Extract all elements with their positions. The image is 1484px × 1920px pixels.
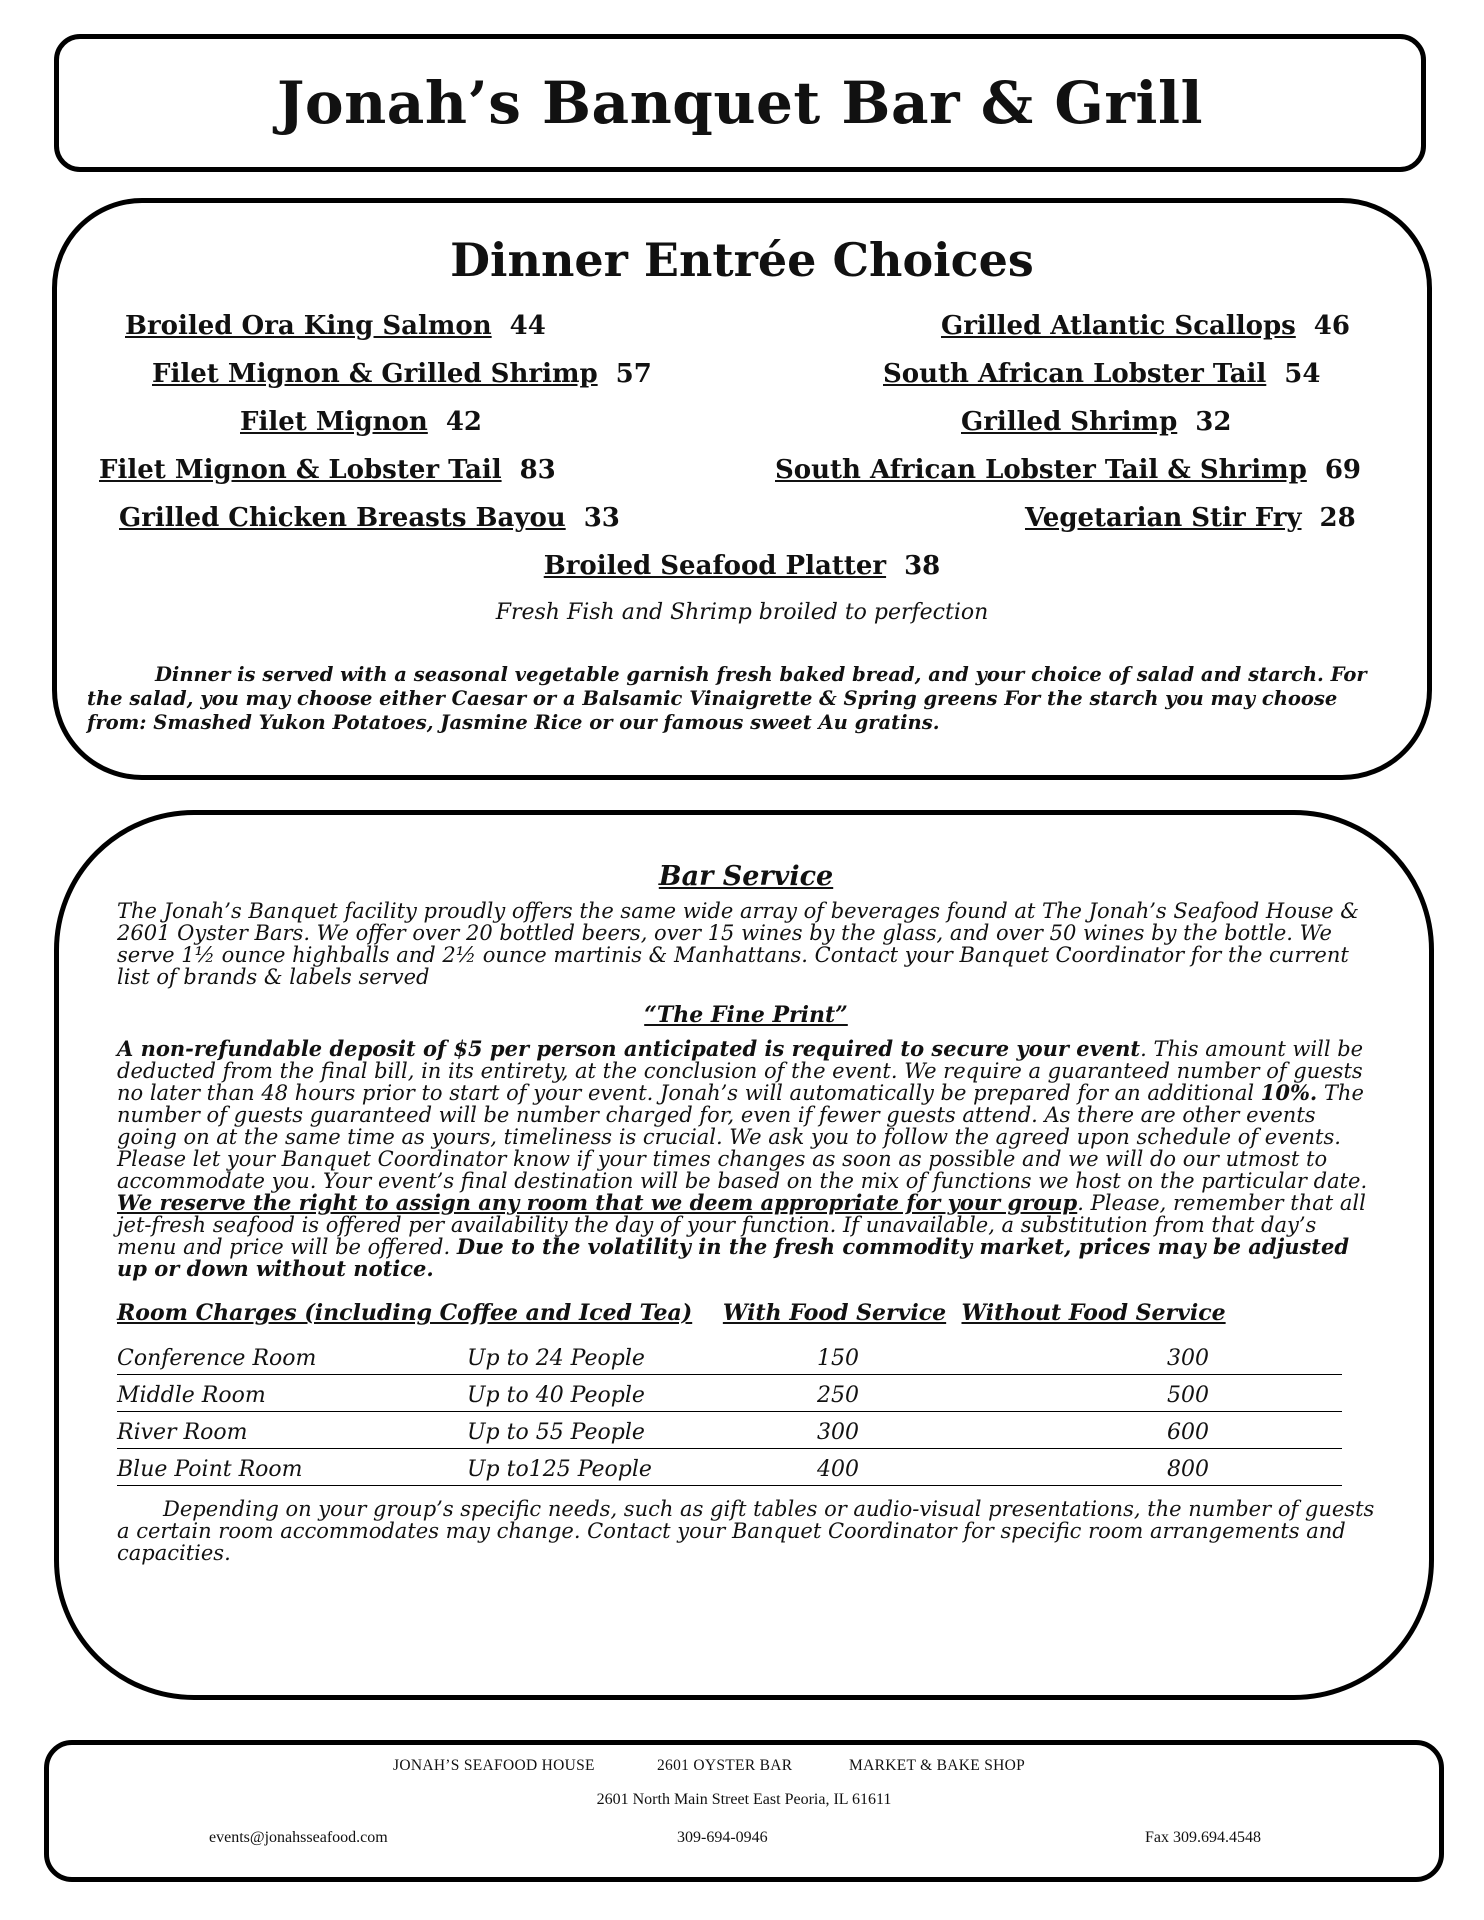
room-name: Middle Room bbox=[117, 1375, 467, 1412]
room-charges-table bbox=[117, 1338, 1342, 1486]
entree-name: South African Lobster Tail & Shrimp bbox=[775, 455, 1307, 485]
room-table-header bbox=[117, 1300, 1375, 1326]
room-without-food: 500 bbox=[1167, 1375, 1342, 1412]
dinner-served-with: Dinner is served with a seasonal vegetable garnish fresh baked bread, and your choice of salad and starch. For the salad, you may choose either Caesar or a Balsamic Vinaigrette & Spring greens For the starch you may choose from: Smashed Yukon Potatoes, Jasmine Rice or our famous sweet Au gratins. bbox=[87, 662, 1367, 734]
table-row bbox=[117, 1375, 1342, 1412]
room-capacity: Up to 55 People bbox=[467, 1412, 817, 1449]
footer-location: 2601 OYSTER BAR bbox=[657, 1757, 793, 1774]
room-without-food: 300 bbox=[1167, 1338, 1342, 1375]
page-title: Jonah’s Banquet Bar & Grill bbox=[276, 69, 1204, 137]
entree-item bbox=[57, 551, 1427, 581]
entree-price: 42 bbox=[445, 407, 482, 437]
entree-price: 33 bbox=[583, 503, 620, 533]
entree-name: Vegetarian Stir Fry bbox=[1025, 503, 1302, 533]
bar-intro: The Jonah’s Banquet facility proudly offers the same wide array of beverages found at The Jonah’s Seafood House & 2601 Oyster Bars. We offer over 20 bottled beers, over 15 wines by the glass, and over 50 wines by the bottle. We serve 1½ ounce highballs and 2½ ounce martinis & Manhattans. Contact your Banquet Coordinator for the current list of brands & labels served bbox=[117, 899, 1359, 989]
table-row bbox=[117, 1412, 1342, 1449]
room-with-food: 150 bbox=[817, 1338, 1167, 1375]
footer bbox=[44, 1740, 1444, 1882]
room-capacity: Up to125 People bbox=[467, 1449, 817, 1486]
entree-name: South African Lobster Tail bbox=[883, 359, 1267, 389]
entree-item bbox=[125, 311, 546, 341]
entree-name: Filet Mignon bbox=[240, 407, 428, 437]
entree-item bbox=[941, 311, 1350, 341]
price-volatility-notice: Due to the volatility in the fresh commodity market, prices may be adjusted up or down without notice. bbox=[117, 1234, 1350, 1281]
room-name: Conference Room bbox=[117, 1338, 467, 1375]
title-box bbox=[54, 34, 1426, 172]
dinner-section bbox=[52, 198, 1432, 780]
entree-price: 44 bbox=[509, 311, 546, 341]
entree-price: 32 bbox=[1195, 407, 1232, 437]
room-header-col2: With Food Service bbox=[722, 1300, 947, 1326]
entree-price: 83 bbox=[519, 455, 556, 485]
room-reserve-notice: We reserve the right to assign any room that we deem appropriate for your group bbox=[117, 1190, 1078, 1215]
entree-price: 69 bbox=[1324, 455, 1362, 485]
entree-item bbox=[240, 407, 482, 437]
platter-note: Fresh Fish and Shrimp broiled to perfection bbox=[495, 600, 989, 625]
footer-phone[interactable]: 309-694-0946 bbox=[677, 1829, 768, 1846]
fine-print-part: . Please, remember that all jet-fresh seafood is offered per availability the day of your function. If unavailable, a substitution from that day’s menu and price will be offered. bbox=[117, 1191, 1366, 1259]
entree-name: Broiled Ora King Salmon bbox=[125, 311, 492, 341]
deposit-notice: A non-refundable deposit of $5 per person anticipated is required to secure your event bbox=[117, 1036, 1141, 1061]
entree-item bbox=[961, 407, 1231, 437]
fine-print-text bbox=[117, 1038, 1375, 1280]
room-with-food: 400 bbox=[817, 1449, 1167, 1486]
entree-name: Grilled Atlantic Scallops bbox=[941, 311, 1296, 341]
footer-address: 2601 North Main Street East Peoria, IL 61611 bbox=[596, 1791, 892, 1808]
entree-item bbox=[775, 455, 1361, 485]
fine-print-part: . This amount will be deducted from the final bill, in its entirety, at the conclusion of the event. We require a guaranteed number of guests no later than 48 hours prior to start of your event. Jonah’s will automatically be prepared for an additional bbox=[117, 1037, 1364, 1105]
entree-price: 57 bbox=[615, 359, 652, 389]
room-header-col3: Without Food Service bbox=[961, 1300, 1226, 1326]
entree-item bbox=[883, 359, 1320, 389]
room-without-food: 800 bbox=[1167, 1449, 1342, 1486]
entree-item bbox=[1025, 503, 1356, 533]
entree-name: Filet Mignon & Grilled Shrimp bbox=[152, 359, 598, 389]
room-header-col1: Room Charges (including Coffee and Iced Tea) bbox=[117, 1300, 693, 1326]
room-name: River Room bbox=[117, 1412, 467, 1449]
room-capacity: Up to 24 People bbox=[467, 1338, 817, 1375]
entree-item bbox=[99, 455, 556, 485]
footer-fax: Fax 309.694.4548 bbox=[1145, 1829, 1261, 1846]
room-with-food: 300 bbox=[817, 1412, 1167, 1449]
entree-name: Filet Mignon & Lobster Tail bbox=[99, 455, 502, 485]
entree-name: Grilled Chicken Breasts Bayou bbox=[119, 503, 566, 533]
room-name: Blue Point Room bbox=[117, 1449, 467, 1486]
entree-item bbox=[119, 503, 620, 533]
dinner-heading: Dinner Entrée Choices bbox=[450, 233, 1034, 287]
bar-heading: Bar Service bbox=[658, 861, 834, 892]
entree-price: 54 bbox=[1284, 359, 1321, 389]
room-with-food: 250 bbox=[817, 1375, 1167, 1412]
room-capacity: Up to 40 People bbox=[467, 1375, 817, 1412]
footer-location: JONAH’S SEAFOOD HOUSE bbox=[393, 1757, 595, 1774]
table-row bbox=[117, 1449, 1342, 1486]
bar-section bbox=[54, 810, 1434, 1700]
room-closing-note: Depending on your group’s specific needs, such as gift tables or audio-visual presentations, the number of guests a certain room accommodates may change. Contact your Banquet Coordinator for specific room arrangements and capacities. bbox=[117, 1497, 1375, 1565]
entree-price: 46 bbox=[1313, 311, 1350, 341]
entree-price: 38 bbox=[904, 551, 941, 581]
fine-print-heading: “The Fine Print” bbox=[644, 1002, 848, 1028]
entree-item bbox=[152, 359, 652, 389]
entree-name: Broiled Seafood Platter bbox=[543, 551, 887, 581]
room-without-food: 600 bbox=[1167, 1412, 1342, 1449]
table-row bbox=[117, 1338, 1342, 1375]
fine-print-part: The number of guests guaranteed will be number charged for, even if fewer guests attend. As there are other events going on at the same time as yours, timeliness is crucial. We ask you to follow the agreed upon schedule of events. Please let your Banquet Coordinator know if your times changes as soon as possible and we will do our utmost to accommodate you. Your event’s final destination will be based on the mix of functions we host on the particular date. bbox=[117, 1081, 1368, 1193]
entree-price: 28 bbox=[1319, 503, 1356, 533]
entree-name: Grilled Shrimp bbox=[961, 407, 1178, 437]
footer-email[interactable]: events@jonahsseafood.com bbox=[209, 1829, 388, 1846]
percent-notice: 10%. bbox=[1260, 1080, 1318, 1105]
footer-location: MARKET & BAKE SHOP bbox=[849, 1757, 1026, 1774]
